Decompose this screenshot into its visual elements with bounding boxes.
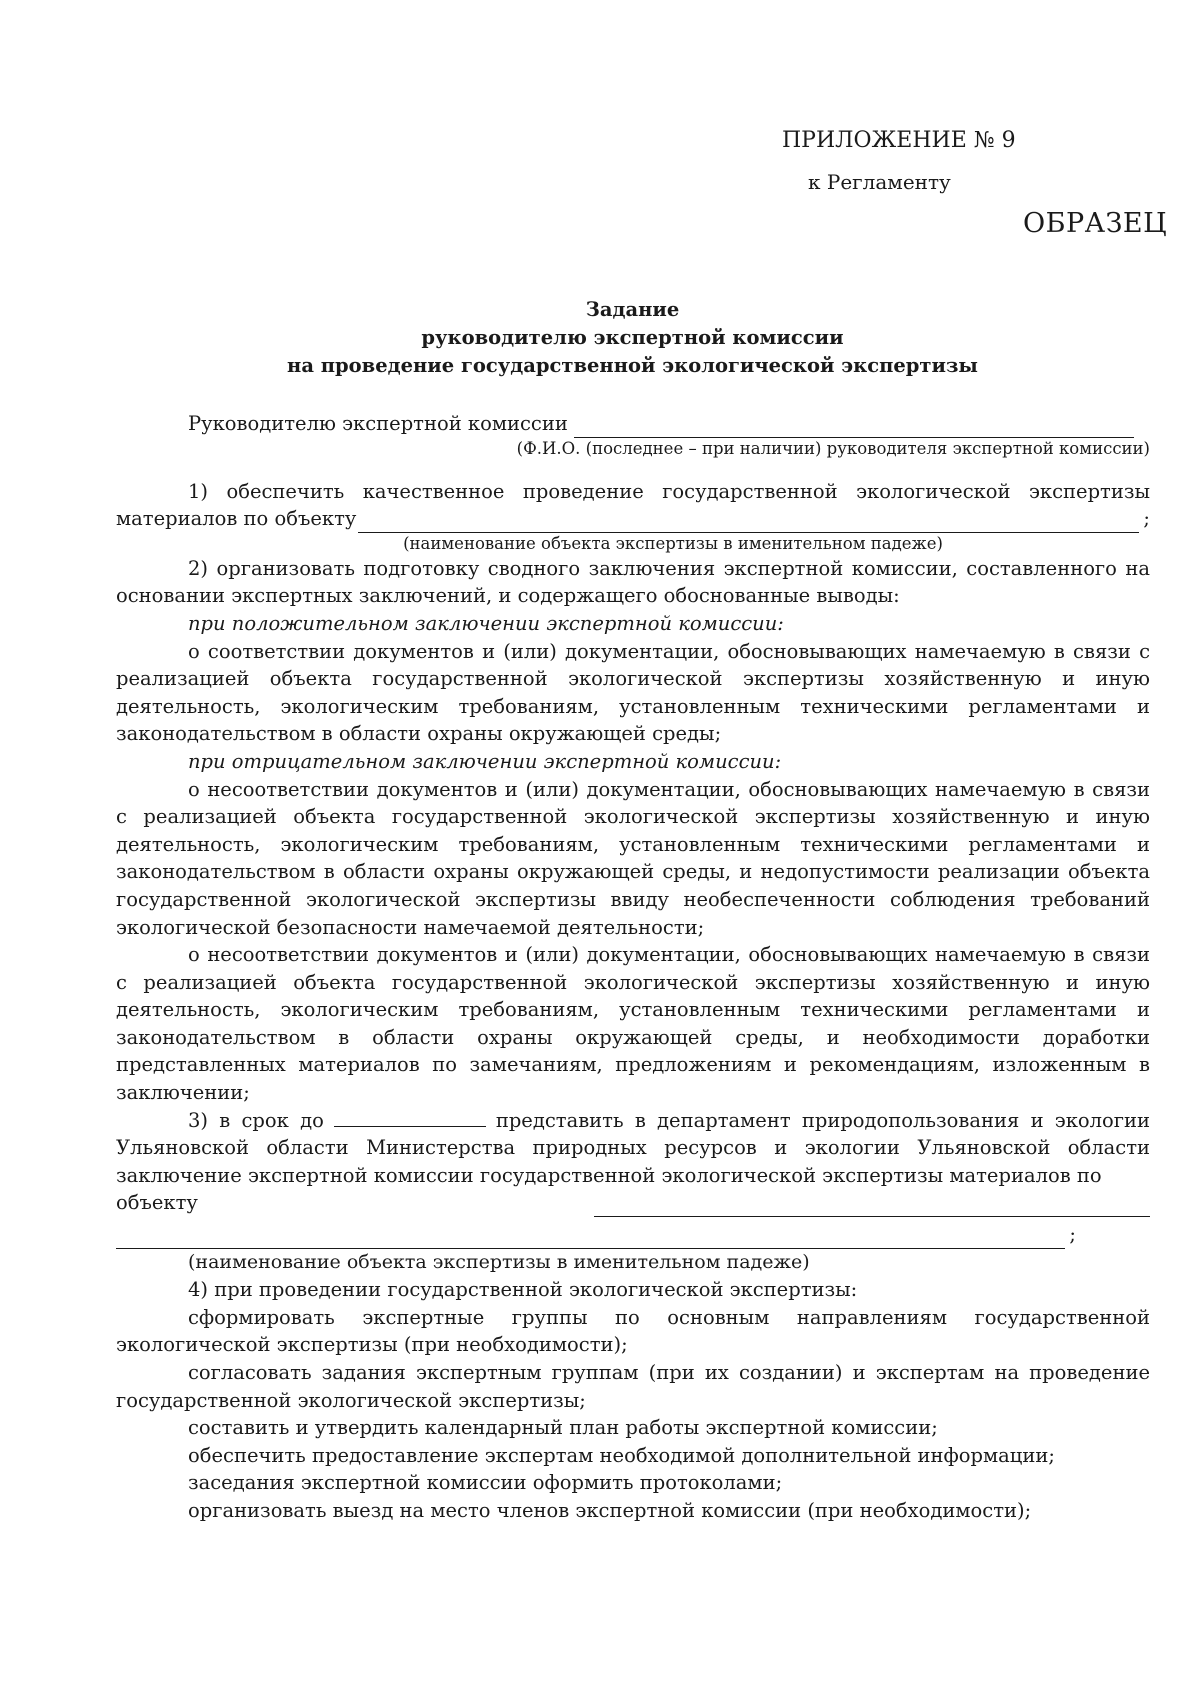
item-4-heading: 4) при проведении государственной экологической экспертизы:: [188, 1278, 858, 1302]
item-1-object-field[interactable]: [358, 512, 1139, 533]
item-3-rest: представить в департамент природопользования и экологии Ульяновской области Министерства природных ресурсов и экологии Ульяновской области заключение экспертной комиссии государственной экологической экспертизы материалов по: [116, 1108, 1150, 1187]
regulation-reference: к Регламенту: [808, 170, 951, 194]
item-4-bullet: обеспечить предоставление экспертам необходимой дополнительной информации;: [188, 1443, 1055, 1467]
appendix-number: ПРИЛОЖЕНИЕ № 9: [782, 128, 1016, 153]
item-2-negative-text-1: о несоответствии документов и (или) документации, обосновывающих намечаемую в связи с реализацией объекта государственной экологической экспертизы хозяйственную и иную деятельность, экологическим требованиям, установленным техническими регламентами и законодательством в области охраны окружающей среды, и недопустимости реализации объекта государственной экологической экспертизы ввиду необеспеченности соблюдения требований экологической безопасности намечаемой деятельности;: [116, 777, 1150, 939]
document-title: [115, 296, 1150, 380]
item-2-negative-text-2: о несоответствии документов и (или) документации, обосновывающих намечаемую в связи с реализацией объекта государственной экологической экспертизы хозяйственную и иную деятельность, экологическим требованиям, установленным техническими регламентами и законодательством в области охраны окружающей среды, и необходимости доработки представленных материалов по замечаниям, предложениям и рекомендациям, изложенным в заключении;: [116, 943, 1150, 1105]
item-1-object-line: [116, 505, 1150, 533]
item-1-object-label: материалов по объекту: [116, 507, 357, 531]
item-3-semicolon: ;: [1069, 1223, 1076, 1247]
item-3-deadline-field[interactable]: [334, 1108, 486, 1127]
document-body: [116, 410, 1150, 1525]
title-line-3: на проведение государственной экологической экспертизы: [287, 354, 978, 377]
item-4-bullet: составить и утвердить календарный план работы экспертной комиссии;: [188, 1416, 938, 1440]
recipient-name-field[interactable]: [574, 417, 1134, 438]
item-3-text: [116, 1107, 1150, 1190]
item-2-negative-heading: при отрицательном заключении экспертной комиссии:: [188, 749, 782, 773]
item-2-positive-text: о соответствии документов и (или) документации, обосновывающих намечаемую в связи с реализацией объекта государственной экологической экспертизы хозяйственную и иную деятельность, экологическим требованиям, установленным техническими регламентами и законодательством в области охраны окружающей среды;: [116, 639, 1150, 746]
item-1-caption: (наименование объекта экспертизы в именительном падеже): [403, 533, 943, 553]
item-4-bullet: согласовать задания экспертным группам (при их создании) и экспертам на проведение государственной экологической экспертизы;: [116, 1361, 1150, 1412]
title-line-2: руководителю экспертной комиссии: [421, 326, 844, 349]
sample-label: ОБРАЗЕЦ: [1023, 208, 1168, 239]
item-4-bullet: сформировать экспертные группы по основным направлениям государственной экологической экспертизы (при необходимости);: [116, 1305, 1150, 1357]
recipient-label: Руководителю экспертной комиссии: [188, 412, 568, 435]
item-1-semicolon: ;: [1143, 507, 1150, 531]
item-3-start: 3) в срок до: [188, 1108, 324, 1132]
item-3-object-line: [116, 1189, 1150, 1217]
item-3-caption: (наименование объекта экспертизы в именительном падеже): [188, 1250, 810, 1273]
item-3-object-field-2[interactable]: [116, 1228, 1065, 1249]
item-3-object-line-2: [116, 1221, 1150, 1249]
item-4-bullet: организовать выезд на место членов экспертной комиссии (при необходимости);: [188, 1498, 1032, 1522]
title-line-1: Задание: [585, 298, 680, 321]
item-3-last-word: объекту: [116, 1191, 198, 1215]
recipient-caption: (Ф.И.О. (последнее – при наличии) руководителя экспертной комиссии): [516, 438, 1150, 458]
item-1-line-1: 1) обеспечить качественное проведение государственной экологической экспертизы: [188, 479, 1150, 503]
item-4-bullet: заседания экспертной комиссии оформить протоколами;: [188, 1471, 783, 1495]
item-2-positive-heading: при положительном заключении экспертной комиссии:: [188, 611, 784, 635]
item-3-object-field-1[interactable]: [594, 1196, 1150, 1217]
recipient-line: [116, 410, 1150, 438]
item-2-text: 2) организовать подготовку сводного заключения экспертной комиссии, составленного на основании экспертных заключений, и содержащего обоснованные выводы:: [116, 556, 1150, 608]
